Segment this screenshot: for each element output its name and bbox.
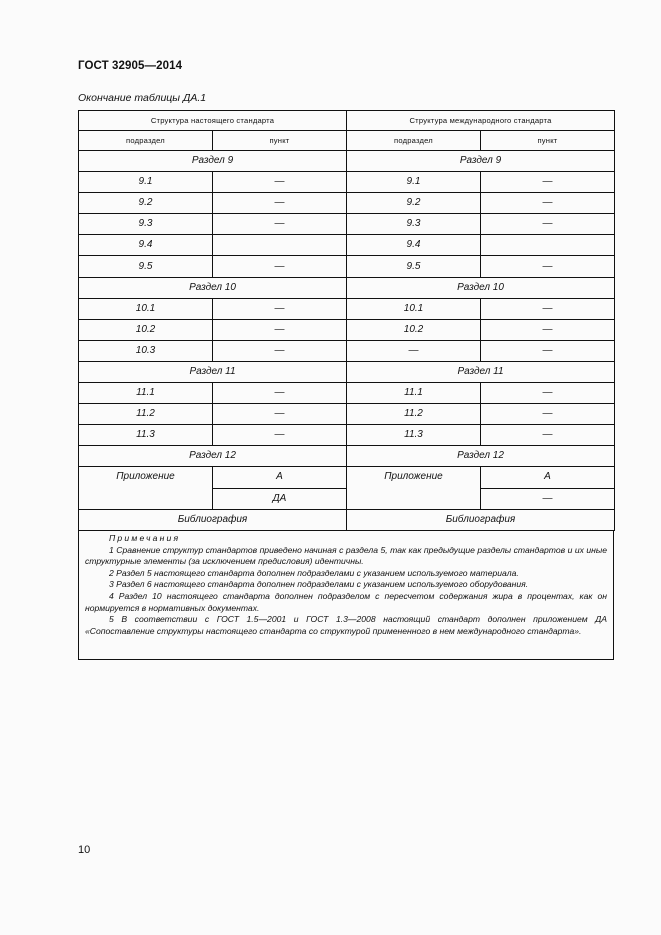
clause-current: —: [213, 383, 347, 404]
subsection-current: 9.2: [79, 193, 213, 214]
appendix-point-current: А: [213, 467, 347, 488]
clause-international: —: [481, 425, 615, 446]
section-title-current: Раздел 10: [79, 277, 347, 298]
subsection-international: 11.1: [347, 383, 481, 404]
section-row: [79, 277, 615, 298]
table-row: [79, 172, 615, 193]
clause-international: —: [481, 298, 615, 319]
section-row: [79, 361, 615, 382]
col-header-clause: пункт: [213, 131, 347, 151]
section-title-current: Раздел 9: [79, 151, 347, 172]
structure-comparison-table: [78, 110, 615, 531]
clause-current: —: [213, 404, 347, 425]
subsection-international: 9.5: [347, 256, 481, 277]
subsection-international: —: [347, 340, 481, 361]
group-header-current: Структура настоящего стандарта: [79, 111, 347, 131]
clause-international: —: [481, 340, 615, 361]
section-title-current: Раздел 11: [79, 361, 347, 382]
subsection-current: 11.3: [79, 425, 213, 446]
section-row: [79, 446, 615, 467]
subsection-current: 11.1: [79, 383, 213, 404]
note-item: 1 Сравнение структур стандартов приведено начиная с раздела 5, так как предыдущие разделы стандартов и их иные структурные элементы (за исключением предисловия) идентичны.: [85, 544, 607, 567]
section-row: [79, 509, 615, 530]
note-item: 5 В соответствии с ГОСТ 1.5—2001 и ГОСТ 1.3—2008 настоящий стандарт дополнен приложением ДА «Сопоставление структуры настоящего стандарта со структурой примененного в нем международного стандарта».: [85, 614, 607, 636]
note-item: 4 Раздел 10 настоящего стандарта дополнен подразделом с пересчетом содержания жира в процентах, как он нормируется в нормативных документах.: [85, 590, 607, 613]
subsection-international: 9.1: [347, 172, 481, 193]
subsection-current: 10.3: [79, 340, 213, 361]
clause-international: —: [481, 383, 615, 404]
subsection-current: 10.1: [79, 298, 213, 319]
page-number: 10: [78, 844, 91, 856]
subsection-international: 9.4: [347, 235, 481, 256]
section-title-international: Раздел 11: [347, 361, 615, 382]
subsection-international: 11.2: [347, 404, 481, 425]
subsection-international: 10.1: [347, 298, 481, 319]
col-header-clause: пункт: [481, 131, 615, 151]
table-row: [79, 383, 615, 404]
subsection-current: 11.2: [79, 404, 213, 425]
clause-current: —: [213, 172, 347, 193]
notes-title: Примечания: [109, 533, 181, 543]
clause-international: [481, 235, 615, 256]
table-row: [79, 404, 615, 425]
document-id: ГОСТ 32905—2014: [78, 60, 183, 72]
subsection-current: 10.2: [79, 319, 213, 340]
subsection-current: 9.4: [79, 235, 213, 256]
table-row: [79, 235, 615, 256]
table-row: [79, 425, 615, 446]
column-header-row: [79, 131, 615, 151]
notes-block: [78, 530, 614, 660]
table-row: [79, 214, 615, 235]
subsection-current: 9.3: [79, 214, 213, 235]
note-item: 2 Раздел 5 настоящего стандарта дополнен подразделами с указанием используемого материала.: [109, 567, 519, 578]
subsection-current: 9.1: [79, 172, 213, 193]
col-header-subsection: подраздел: [79, 131, 213, 151]
appendix-label-current: Приложение: [79, 467, 213, 509]
clause-current: —: [213, 214, 347, 235]
subsection-international: 9.3: [347, 214, 481, 235]
clause-current: —: [213, 193, 347, 214]
col-header-subsection: подраздел: [347, 131, 481, 151]
clause-international: —: [481, 256, 615, 277]
appendix-point-international: —: [481, 488, 615, 509]
clause-international: —: [481, 172, 615, 193]
section-title-current: Раздел 12: [79, 446, 347, 467]
section-title-international: Раздел 9: [347, 151, 615, 172]
clause-current: [213, 235, 347, 256]
clause-current: —: [213, 319, 347, 340]
group-header-international: Структура международного стандарта: [347, 111, 615, 131]
subsection-international: 10.2: [347, 319, 481, 340]
appendix-label-international: Приложение: [347, 467, 481, 509]
section-title-current: Библиография: [79, 509, 347, 530]
table-row: [79, 319, 615, 340]
subsection-current: 9.5: [79, 256, 213, 277]
appendix-row: [79, 467, 615, 488]
section-title-international: Раздел 12: [347, 446, 615, 467]
clause-international: —: [481, 193, 615, 214]
table-row: [79, 340, 615, 361]
appendix-point-current: ДА: [213, 488, 347, 509]
table-caption: Окончание таблицы ДА.1: [78, 92, 207, 104]
table-row: [79, 193, 615, 214]
table-row: [79, 256, 615, 277]
subsection-international: 11.3: [347, 425, 481, 446]
clause-current: —: [213, 298, 347, 319]
clause-current: —: [213, 425, 347, 446]
clause-international: —: [481, 404, 615, 425]
clause-international: —: [481, 214, 615, 235]
clause-current: —: [213, 340, 347, 361]
section-row: [79, 151, 615, 172]
clause-international: —: [481, 319, 615, 340]
appendix-point-international: А: [481, 467, 615, 488]
note-item: 3 Раздел 6 настоящего стандарта дополнен подразделами с указанием используемого оборудования.: [109, 579, 529, 590]
table-row: [79, 298, 615, 319]
section-title-international: Библиография: [347, 509, 615, 530]
section-title-international: Раздел 10: [347, 277, 615, 298]
subsection-international: 9.2: [347, 193, 481, 214]
group-header-row: [79, 111, 615, 131]
clause-current: —: [213, 256, 347, 277]
